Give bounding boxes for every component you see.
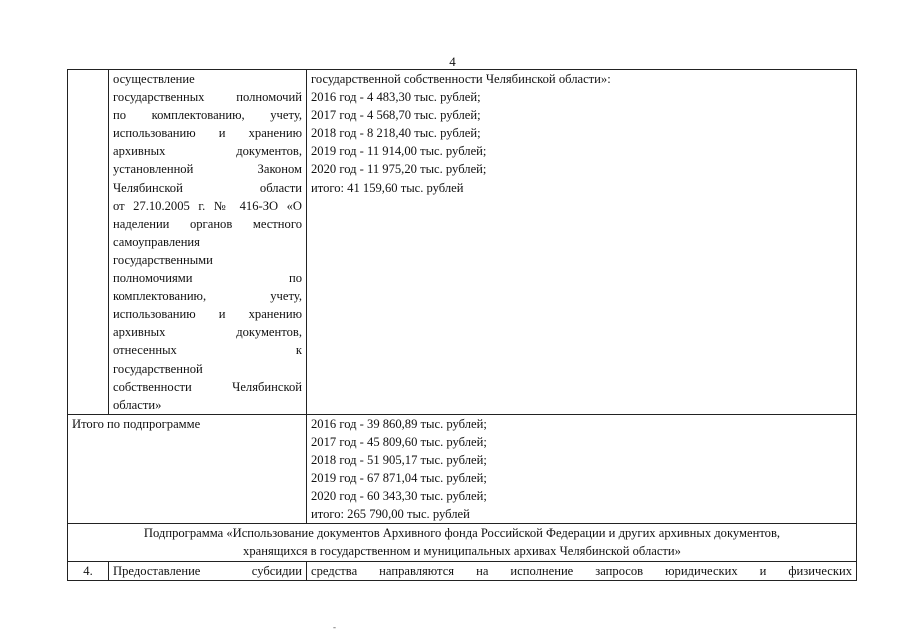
description-line: использованию и хранению (113, 307, 302, 322)
description-line: Челябинской области (113, 180, 302, 195)
description-line: полномочиями по (113, 271, 302, 286)
description-line: архивных документов, (113, 325, 302, 340)
description-line: самоуправления (113, 234, 200, 249)
description-line: комплектованию, учету, (113, 289, 302, 304)
row-description: Предоставление субсидии (109, 561, 307, 580)
description-line: государственной (113, 361, 203, 376)
funding-line: 2017 год - 4 568,70 тыс. рублей; (311, 108, 481, 123)
description-line: установленной Законом (113, 162, 302, 177)
description-line: государственными (113, 252, 213, 267)
description-line: по комплектованию, учету, (113, 108, 302, 123)
row-number: 4. (68, 561, 109, 580)
subprogram-heading-line-2: хранящихся в государственном и муниципальных архивах Челябинской области» (243, 544, 681, 559)
description-line: архивных документов, (113, 144, 302, 159)
subprogram-heading (68, 524, 857, 561)
subtotal-funding-cell (307, 414, 857, 524)
description-line: осуществление (113, 72, 195, 86)
funding-cell (307, 70, 857, 415)
funding-line: 2020 год - 11 975,20 тыс. рублей; (311, 162, 487, 177)
program-table (67, 69, 857, 581)
funding-line: 2018 год - 8 218,40 тыс. рублей; (311, 126, 481, 141)
funding-line: 2019 год - 11 914,00 тыс. рублей; (311, 144, 487, 159)
funding-line: государственной собственности Челябинской области»: (311, 72, 611, 86)
funding-line: 2016 год - 4 483,30 тыс. рублей; (311, 90, 481, 105)
page-number: 4 (449, 54, 456, 69)
description-line: от 27.10.2005 г. № 416-ЗО «О (113, 198, 302, 213)
description-line: наделении органов местного (113, 216, 302, 231)
table-row-continuation (68, 70, 857, 415)
description-line: использованию и хранению (113, 126, 302, 141)
table-row-subprogram-heading (68, 524, 857, 561)
subtotal-funding-line: 2018 год - 51 905,17 тыс. рублей; (311, 452, 487, 467)
subtotal-funding-line: 2019 год - 67 871,04 тыс. рублей; (311, 471, 487, 486)
subprogram-heading-line-1: Подпрограмма «Использование документов Архивного фонда Российской Федерации и других архивных документов, (143, 526, 781, 541)
funding-line: итого: 41 159,60 тыс. рублей (311, 180, 464, 195)
subtotal-label: Итого по подпрограмме (68, 414, 307, 524)
subtotal-funding-line: 2020 год - 60 343,30 тыс. рублей; (311, 489, 487, 504)
scan-mark: - (333, 622, 336, 632)
subtotal-funding-line: 2017 год - 45 809,60 тыс. рублей; (311, 434, 487, 449)
row-funding: средства направляются на исполнение запросов юридических и физических (307, 561, 857, 580)
description-line: собственности Челябинской (113, 379, 302, 394)
subtotal-funding-line: итого: 265 790,00 тыс. рублей (311, 507, 470, 522)
description-cell (109, 70, 307, 415)
subtotal-funding-line: 2016 год - 39 860,89 тыс. рублей; (311, 416, 487, 431)
description-line: области» (113, 397, 162, 412)
table-row-subtotal (68, 414, 857, 524)
number-cell (68, 70, 109, 415)
description-line: отнесенных к (113, 343, 302, 358)
description-line: государственных полномочий (113, 90, 302, 105)
table-row-4 (68, 561, 857, 580)
